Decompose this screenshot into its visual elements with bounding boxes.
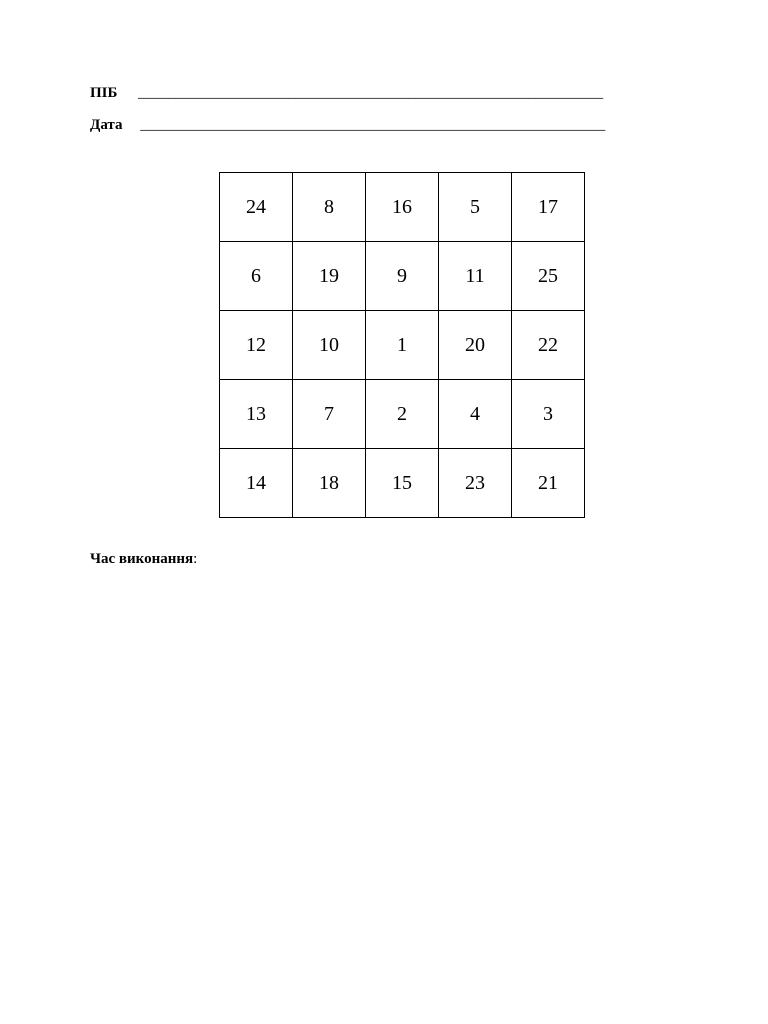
- table-cell[interactable]: 17: [512, 173, 585, 242]
- completion-time-colon: :: [193, 551, 198, 567]
- schulte-table-body: [220, 173, 585, 518]
- name-label: ПІБ: [90, 85, 118, 101]
- table-row: [220, 242, 585, 311]
- table-cell[interactable]: 21: [512, 449, 585, 518]
- completion-time-row: [90, 550, 197, 568]
- table-cell[interactable]: 22: [512, 311, 585, 380]
- name-field-row: [90, 84, 603, 102]
- table-cell[interactable]: 6: [220, 242, 293, 311]
- table-cell[interactable]: 11: [439, 242, 512, 311]
- name-fill-line[interactable]: ______________________________________________________________: [138, 85, 604, 101]
- table-cell[interactable]: 24: [220, 173, 293, 242]
- schulte-table: [219, 172, 585, 518]
- table-row: [220, 173, 585, 242]
- table-cell[interactable]: 3: [512, 380, 585, 449]
- table-cell[interactable]: 20: [439, 311, 512, 380]
- table-cell[interactable]: 19: [293, 242, 366, 311]
- table-cell[interactable]: 12: [220, 311, 293, 380]
- table-row: [220, 449, 585, 518]
- table-cell[interactable]: 4: [439, 380, 512, 449]
- table-cell[interactable]: 16: [366, 173, 439, 242]
- table-row: [220, 311, 585, 380]
- table-cell[interactable]: 14: [220, 449, 293, 518]
- date-label: Дата: [90, 117, 123, 133]
- table-cell[interactable]: 5: [439, 173, 512, 242]
- table-cell[interactable]: 7: [293, 380, 366, 449]
- date-fill-line[interactable]: ______________________________________________________________: [140, 117, 606, 133]
- table-cell[interactable]: 1: [366, 311, 439, 380]
- table-cell[interactable]: 15: [366, 449, 439, 518]
- table-cell[interactable]: 18: [293, 449, 366, 518]
- table-row: [220, 380, 585, 449]
- completion-time-label: Час виконання: [90, 551, 194, 567]
- table-cell[interactable]: 23: [439, 449, 512, 518]
- date-field-row: [90, 116, 605, 134]
- table-cell[interactable]: 9: [366, 242, 439, 311]
- table-cell[interactable]: 10: [293, 311, 366, 380]
- table-cell[interactable]: 2: [366, 380, 439, 449]
- table-cell[interactable]: 8: [293, 173, 366, 242]
- table-cell[interactable]: 25: [512, 242, 585, 311]
- table-cell[interactable]: 13: [220, 380, 293, 449]
